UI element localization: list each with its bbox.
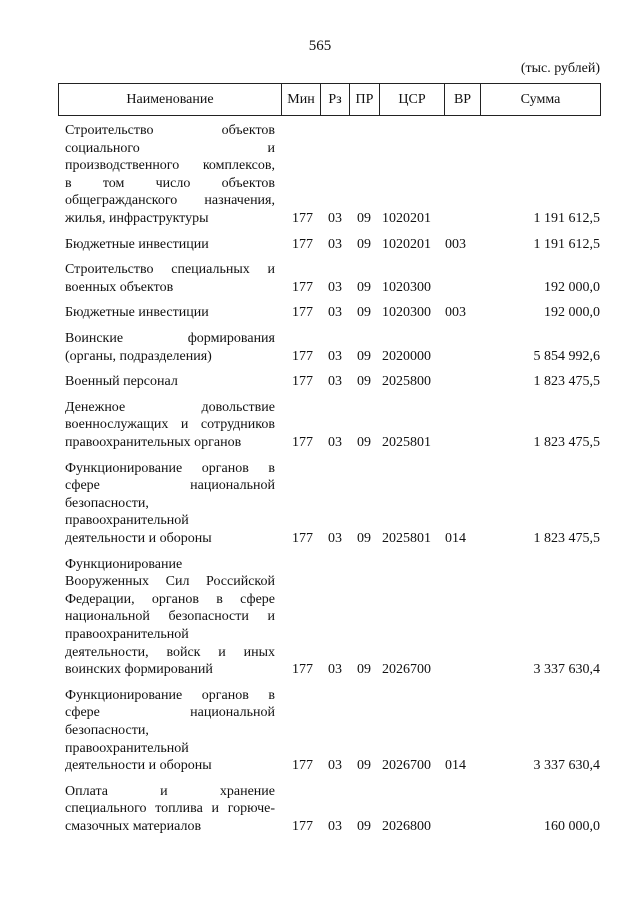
header-min: Мин: [281, 84, 320, 115]
table-row: [0, 330, 640, 365]
cell-min: 177: [292, 305, 313, 321]
cell-rz: 03: [328, 279, 342, 295]
row-name-line: в том число объектов: [65, 175, 275, 191]
row-name: [65, 304, 275, 322]
cell-csr: 1020300: [382, 305, 431, 321]
cell-pr: 09: [357, 818, 371, 834]
row-name-line: сфере национальной: [65, 705, 275, 721]
cell-pr: 09: [357, 758, 371, 774]
cell-min: 177: [292, 374, 313, 390]
cell-sum: 1 823 475,5: [533, 434, 600, 450]
cell-csr: 2025801: [382, 434, 431, 450]
row-name-line: Строительство специальных и: [65, 262, 275, 278]
cell-pr: 09: [357, 434, 371, 450]
cell-csr: 1020300: [382, 279, 431, 295]
cell-sum: 160 000,0: [544, 818, 600, 834]
cell-vr: 003: [445, 305, 466, 321]
row-name-line: производственного комплексов,: [65, 158, 275, 174]
cell-sum: 1 191 612,5: [533, 236, 600, 252]
row-name-line: деятельности, войск и иных: [65, 644, 275, 660]
cell-pr: 09: [357, 348, 371, 364]
row-name: [65, 783, 275, 836]
row-name-line: Строительство объектов: [65, 123, 275, 138]
cell-rz: 03: [328, 530, 342, 546]
table-row: [0, 373, 640, 391]
row-name: [65, 556, 275, 679]
row-name-line: специального топлива и горюче-: [65, 801, 275, 817]
cell-rz: 03: [328, 211, 342, 226]
row-name-line: Вооруженных Сил Российской: [65, 574, 275, 590]
row-name-line: социального и: [65, 140, 275, 156]
cell-csr: 2025801: [382, 530, 431, 546]
cell-sum: 1 823 475,5: [533, 374, 600, 390]
header-pr: ПР: [349, 84, 379, 115]
row-name-line: правоохранительной: [65, 513, 189, 529]
row-name-line: правоохранительной: [65, 626, 189, 642]
table-row: [0, 122, 640, 228]
cell-csr: 2026800: [382, 818, 431, 834]
cell-vr: 003: [445, 236, 466, 252]
cell-rz: 03: [328, 305, 342, 321]
cell-vr: 014: [445, 530, 466, 546]
row-name: [65, 330, 275, 365]
row-name-line: деятельности и обороны: [65, 530, 212, 546]
row-name: [65, 236, 275, 254]
cell-rz: 03: [328, 434, 342, 450]
row-name-line: военных объектов: [65, 279, 174, 295]
units-label: (тыс. рублей): [520, 61, 600, 76]
cell-pr: 09: [357, 530, 371, 546]
cell-pr: 09: [357, 279, 371, 295]
row-name: [65, 687, 275, 775]
header-rz: Рз: [320, 84, 349, 115]
row-name-line: военнослужащих и сотрудников: [65, 417, 275, 433]
row-name-line: сфере национальной: [65, 478, 275, 494]
row-name-line: смазочных материалов: [65, 818, 202, 834]
row-name-line: Функционирование органов в: [65, 687, 275, 703]
table-row: [0, 399, 640, 452]
cell-sum: 3 337 630,4: [533, 662, 600, 678]
cell-pr: 09: [357, 662, 371, 678]
cell-csr: 2025800: [382, 374, 431, 390]
header-vr: ВР: [444, 84, 480, 115]
row-name-line: Оплата и хранение: [65, 783, 275, 799]
cell-rz: 03: [328, 818, 342, 834]
table-row: [0, 304, 640, 322]
table-header: [58, 83, 601, 116]
cell-rz: 03: [328, 662, 342, 678]
cell-csr: 2020000: [382, 348, 431, 364]
cell-sum: 3 337 630,4: [533, 758, 600, 774]
cell-min: 177: [292, 348, 313, 364]
row-name-line: Воинские формирования: [65, 330, 275, 346]
row-name: [65, 122, 275, 228]
row-name-line: Функционирование органов в: [65, 460, 275, 476]
cell-min: 177: [292, 758, 313, 774]
header-name: Наименование: [126, 92, 214, 107]
table-row: [0, 783, 640, 836]
row-name-line: Бюджетные инвестиции: [65, 236, 209, 252]
cell-rz: 03: [328, 374, 342, 390]
header-sum: Сумма: [480, 84, 600, 115]
table-row: [0, 687, 640, 775]
cell-rz: 03: [328, 758, 342, 774]
cell-csr: 1020201: [382, 211, 431, 226]
cell-min: 177: [292, 530, 313, 546]
row-name: [65, 373, 275, 391]
cell-min: 177: [292, 236, 313, 252]
row-name: [65, 261, 275, 296]
cell-sum: 5 854 992,6: [533, 348, 600, 364]
cell-min: 177: [292, 434, 313, 450]
cell-min: 177: [292, 662, 313, 678]
cell-min: 177: [292, 279, 313, 295]
cell-rz: 03: [328, 348, 342, 364]
cell-csr: 2026700: [382, 758, 431, 774]
row-name-line: деятельности и обороны: [65, 758, 212, 774]
row-name-line: общегражданского назначения,: [65, 193, 275, 209]
cell-csr: 2026700: [382, 662, 431, 678]
table-body: [0, 122, 640, 844]
row-name-line: безопасности,: [65, 495, 149, 511]
cell-min: 177: [292, 211, 313, 226]
cell-pr: 09: [357, 305, 371, 321]
row-name-line: Федерации, органов в сфере: [65, 591, 275, 607]
cell-sum: 1 191 612,5: [533, 211, 600, 226]
header-csr: ЦСР: [379, 84, 444, 115]
table-row: [0, 556, 640, 679]
page-number: 565: [308, 38, 332, 54]
row-name-line: Военный персонал: [65, 374, 178, 390]
row-name-line: воинских формирований: [65, 662, 213, 678]
cell-pr: 09: [357, 374, 371, 390]
row-name-line: безопасности,: [65, 722, 149, 738]
row-name-line: правоохранительных органов: [65, 434, 242, 450]
row-name: [65, 460, 275, 548]
cell-pr: 09: [357, 211, 371, 226]
row-name-line: Функционирование: [65, 556, 183, 572]
row-name-line: правоохранительной: [65, 740, 189, 756]
row-name-line: национальной безопасности и: [65, 609, 275, 625]
row-name: [65, 399, 275, 452]
cell-min: 177: [292, 818, 313, 834]
cell-vr: 014: [445, 758, 466, 774]
cell-rz: 03: [328, 236, 342, 252]
cell-csr: 1020201: [382, 236, 431, 252]
cell-sum: 1 823 475,5: [533, 530, 600, 546]
cell-pr: 09: [357, 236, 371, 252]
row-name-line: Денежное довольствие: [65, 399, 275, 415]
table-row: [0, 460, 640, 548]
table-row: [0, 236, 640, 254]
cell-sum: 192 000,0: [544, 279, 600, 295]
cell-sum: 192 000,0: [544, 305, 600, 321]
row-name-line: (органы, подразделения): [65, 348, 212, 364]
row-name-line: жилья, инфраструктуры: [65, 210, 209, 226]
row-name-line: Бюджетные инвестиции: [65, 305, 209, 321]
table-row: [0, 261, 640, 296]
